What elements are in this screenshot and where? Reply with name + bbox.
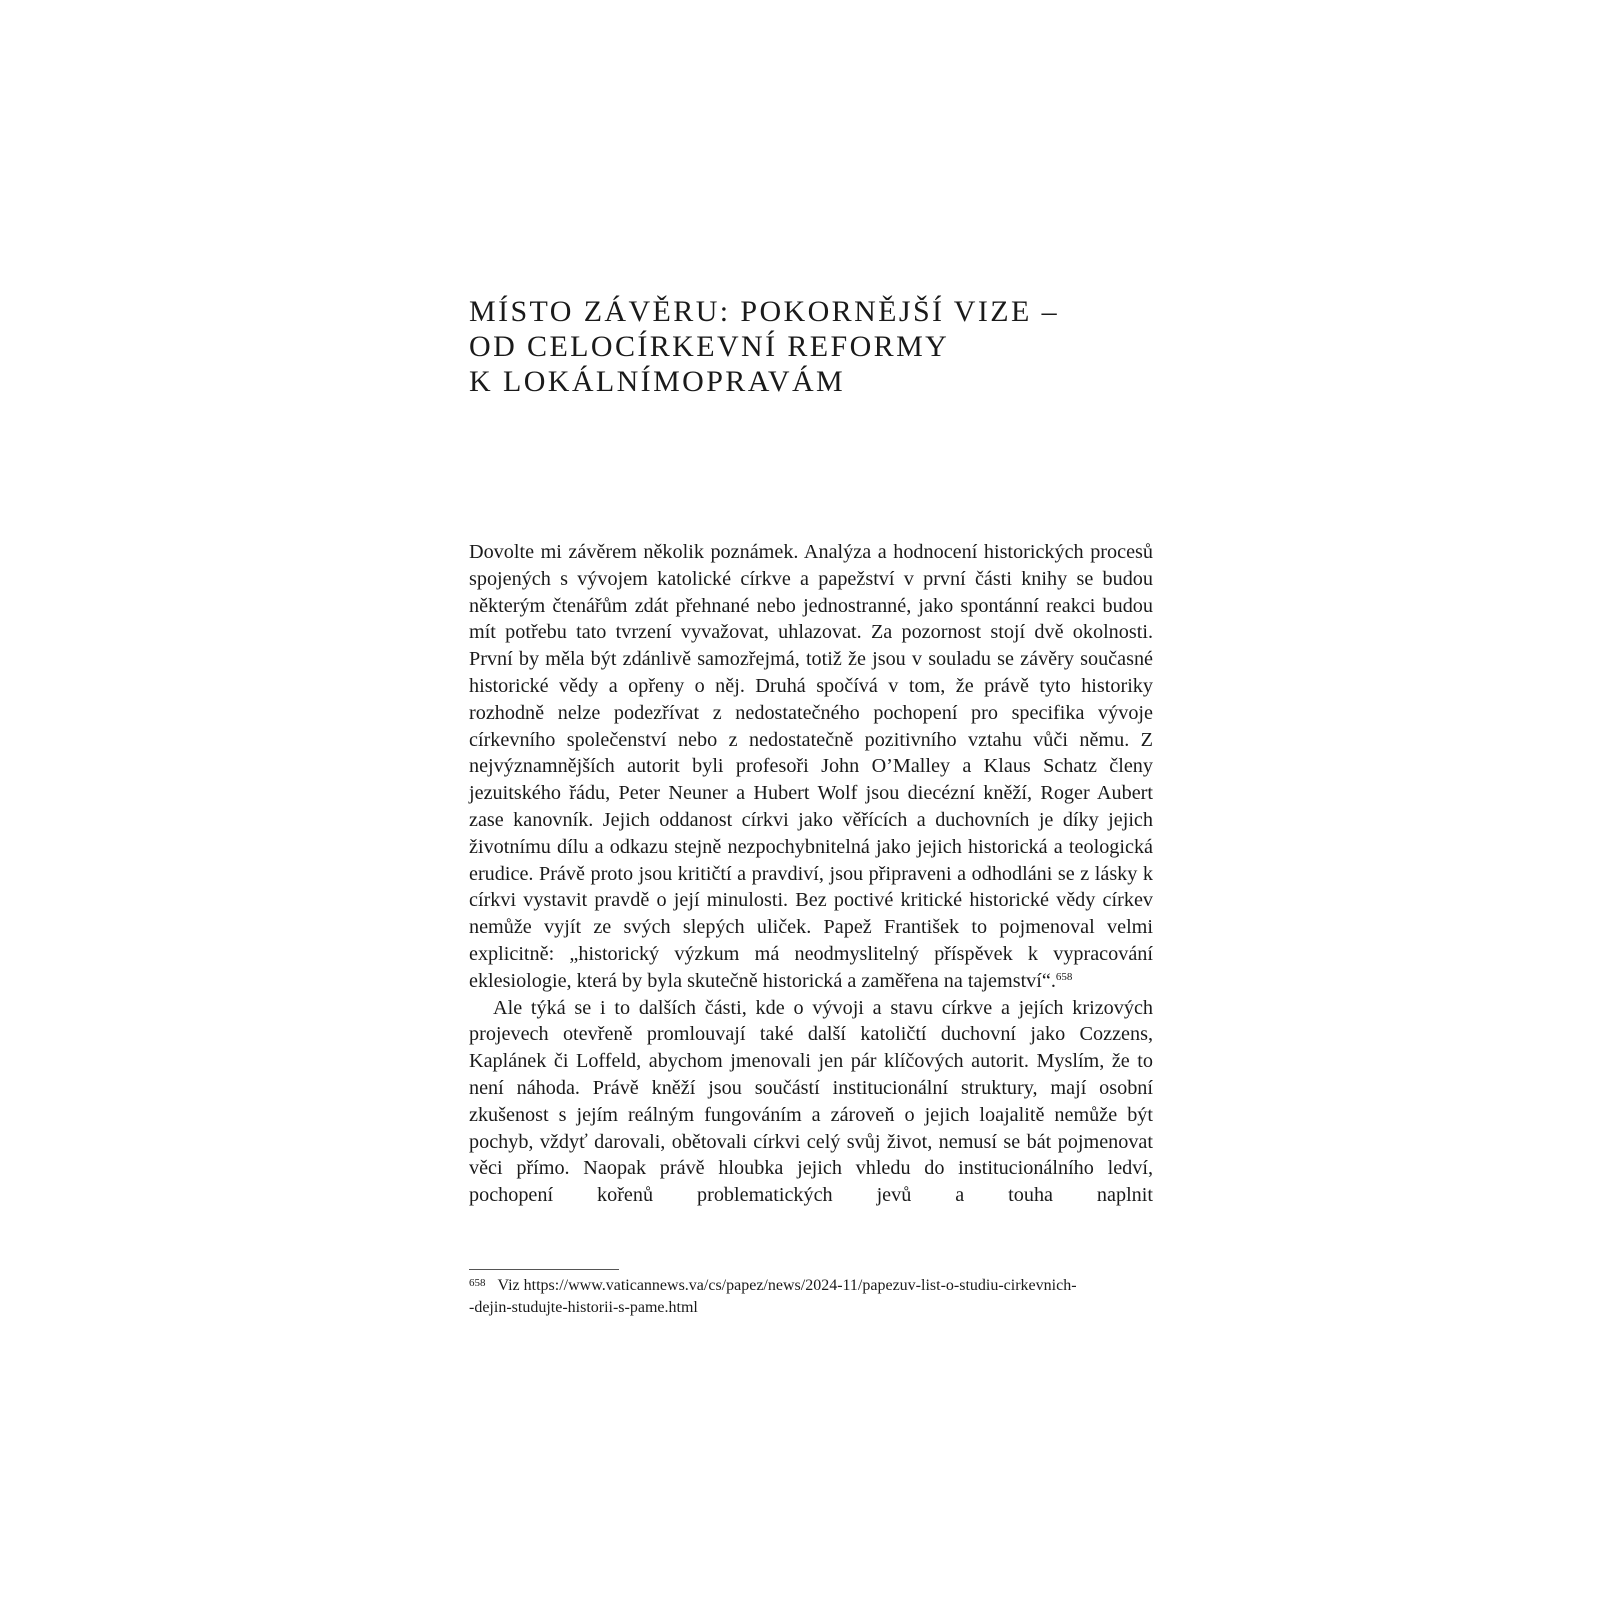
paragraph-text: Dovolte mi závěrem několik poznámek. Analýza a hodnocení historických procesů spojených s vývojem katolické církve a papežství v první části knihy se budou některým čtenářům zdát přehnané nebo jednostranné, jako spontánní reakci budou mít potřebu tato tvrzení vyvažovat, uhlazovat. Za pozornost stojí dvě okolnosti. První by měla být zdánlivě samozřejmá, totiž že jsou v souladu se závěry současné historické vědy a opřeny o něj. Druhá spočívá v tom, že právě tyto historiky rozhodně nelze podezřívat z nedostatečného pochopení pro specifika vývoje církevního společenství nebo z nedostatečně pozitivního vztahu vůči němu. Z nejvýznamnějších autorit byli profesoři John O’Malley a Klaus Schatz členy jezuitského řádu, Peter Neuner a Hubert Wolf jsou diecézní kněží, Roger Aubert zase kanovník. Jejich oddanost církvi jako věřících a duchovních je díky jejich životnímu dílu a odkazu stejně nezpochybnitelná jako jejich historická a teologická erudice. Právě proto jsou kritičtí a pravdiví, jsou připraveni a odhodláni se z lásky k církvi vystavit pravdě o její minulosti. Bez poctivé kritické historické vědy církev nemůže vyjít ze svých slepých uliček. Papež František to pojmenoval velmi explicitně: „historický výzkum má neodmyslitelný příspěvek k vypracování eklesiologie, která by byla skutečně historická a zaměřena na tajemství“. <box>469 541 1153 992</box>
footnote-reference: 658 <box>1055 970 1073 983</box>
chapter-title-line: OD CELOCÍRKEVNÍ REFORMY <box>469 330 950 363</box>
footnote-number: 658 <box>469 1277 486 1289</box>
footnote-line: -dejin-studujte-historii-s-pame.html <box>469 1299 698 1316</box>
chapter-title-line: MÍSTO ZÁVĚRU: POKORNĚJŠÍ VIZE – <box>469 295 1059 328</box>
footnote <box>469 1275 1159 1319</box>
body-paragraph <box>469 539 1153 995</box>
chapter-title <box>469 294 1169 399</box>
footnote-text: Viz https://www.vaticannews.va/cs/papez/news/2024-11/papezuv-list-o-studiu-cirkevnich- <box>497 1277 1077 1294</box>
body-paragraph <box>469 995 1153 1209</box>
chapter-title-line: K LOKÁLNÍMOPRAVÁM <box>469 365 846 398</box>
footnote-divider <box>469 1269 619 1270</box>
body-text <box>469 539 1153 1209</box>
footnote-line <box>469 1275 1159 1297</box>
paragraph-text: Ale týká se i to dalších části, kde o vývoji a stavu církve a jejích krizových projevech otevřeně promlouvají také další katoličtí duchovní jako Cozzens, Kaplánek či Loffeld, abychom jmenovali jen pár klíčových autorit. Myslím, že to není náhoda. Právě kněží jsou součástí institucionální struktury, mají osobní zkušenost s jejím reálným fungováním a zároveň o jejich loajalitě nemůže být pochyb, vždyť darovali, obětovali církvi celý svůj život, nemusí se bát pojmenovat věci přímo. Naopak právě hloubka jejich vhledu do institucionálního ledví, pochopení kořenů problematických jevů a touha naplnit <box>469 996 1153 1207</box>
